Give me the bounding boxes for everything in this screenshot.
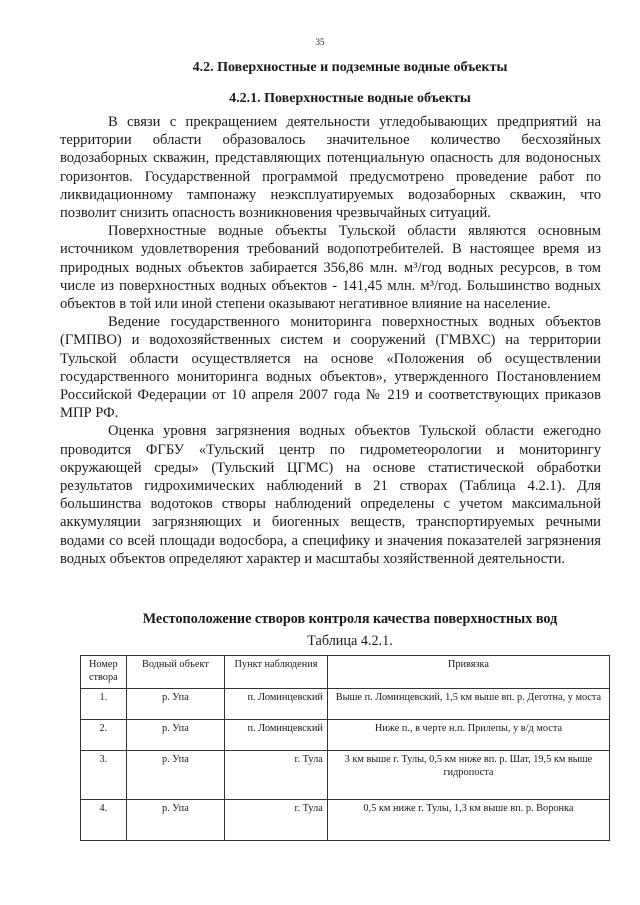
body-text	[60, 113, 601, 568]
paragraph: В связи с прекращением деятельности угледобывающих предприятий на территории области образовалось значительное количество бесхозяйных водозаборных скважин, представляющих потенциальную опасность для водоносных горизонтов. Государственной программой предусмотрено проведение работ по ликвидационному тампонажу неэксплуатируемых водозаборных скважин, что позволит снизить опасность возникновения чрезвычайных ситуаций.	[60, 114, 601, 222]
table-row	[81, 800, 610, 841]
water-body: р. Упа	[126, 800, 225, 841]
table-row	[81, 689, 610, 720]
table-header-row	[81, 656, 610, 689]
stations-table	[80, 655, 610, 841]
observation-point: п. Ломинцевский	[225, 689, 328, 720]
header-location: Привязка	[327, 656, 609, 689]
paragraph: Ведение государственного мониторинга поверхностных водных объектов (ГМПВО) и водохозяйственных систем и сооружений (ГМВХС) на территории Тульской области осуществляется на основе «Положения об осуществлении государственного мониторинга водных объектов», утвержденного Постановлением Российской Федерации от 10 апреля 2007 года № 219 и соответствующих приказов МПР РФ.	[60, 314, 601, 422]
location: 3 км выше г. Тулы, 0,5 км ниже вп. р. Шат, 19,5 км выше гидропоста	[327, 751, 609, 800]
station-number: 4.	[81, 800, 127, 841]
location: Ниже п., в черте н.п. Прилепы, у в/д моста	[327, 720, 609, 751]
location: Выше п. Ломинцевский, 1,5 км выше вп. р. Деготна, у моста	[327, 689, 609, 720]
location: 0,5 км ниже г. Тулы, 1,3 км выше вп. р. Воронка	[327, 800, 609, 841]
observation-point: п. Ломинцевский	[225, 720, 328, 751]
observation-point: г. Тула	[225, 751, 328, 800]
station-number: 3.	[81, 751, 127, 800]
paragraph: Оценка уровня загрязнения водных объектов Тульской области ежегодно проводится ФГБУ «Тульский центр по гидрометеорологии и мониторингу окружающей среды» (Тульский ЦГМС) на основе статистической обработки результатов гидрохимических наблюдений в 21 створах (Таблица 4.2.1). Для большинства водотоков створы наблюдений определены с учетом максимальной аккумуляции загрязняющих и биогенных веществ, транспортируемых речными водами со всей площади водосбора, а специфику и значения показателей загрязнения водных объектов определяют характер и масштабы хозяйственной деятельности.	[60, 423, 601, 567]
water-body: р. Упа	[126, 751, 225, 800]
page-number: 35	[315, 37, 325, 47]
paragraph: Поверхностные водные объекты Тульской области являются основным источником удовлетворения требований водопотребителей. В настоящее время из природных водных объектов забирается 356,86 млн. м³/год водных ресурсов, в том числе из поверхностных водных объектов - 141,45 млн. м³/год. Большинство водных объектов в той или иной степени оказывают негативное влияние на население.	[60, 223, 601, 313]
station-number: 1.	[81, 689, 127, 720]
table-row	[81, 720, 610, 751]
subsection-heading: 4.2.1. Поверхностные водные объекты	[229, 91, 471, 106]
header-observation-point: Пункт наблюдения	[225, 656, 328, 689]
section-heading: 4.2. Поверхностные и подземные водные объекты	[192, 60, 508, 75]
table-heading: Местоположение створов контроля качества поверхностных вод	[142, 611, 558, 627]
table-caption: Таблица 4.2.1.	[307, 633, 393, 649]
water-body: р. Упа	[126, 689, 225, 720]
table-row	[81, 751, 610, 800]
header-station-number: Номер створа	[81, 656, 127, 689]
header-water-body: Водный объект	[126, 656, 225, 689]
observation-point: г. Тула	[225, 800, 328, 841]
station-number: 2.	[81, 720, 127, 751]
water-body: р. Упа	[126, 720, 225, 751]
